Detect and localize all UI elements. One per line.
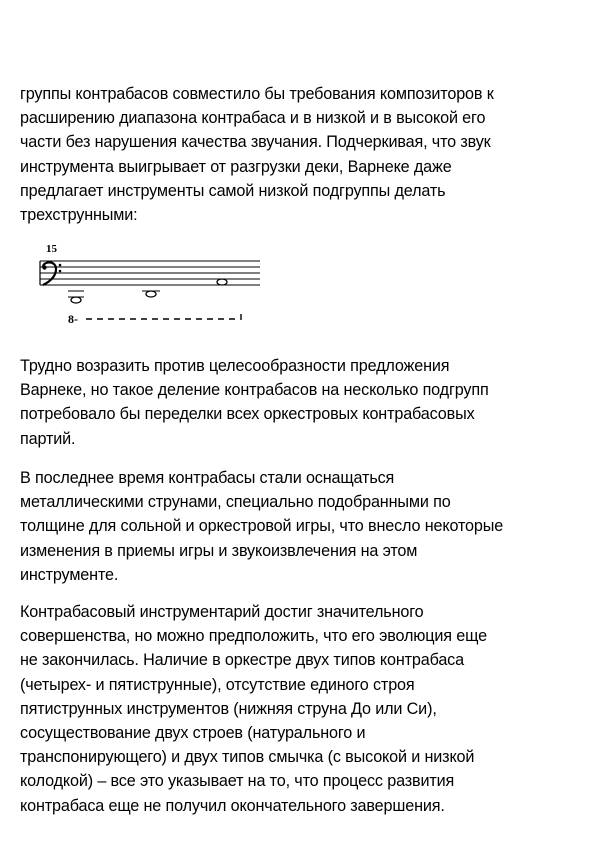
text-line: потребовало бы переделки всех оркестровых контрабасовых	[20, 405, 475, 424]
text-line: пятиструнных инструментов (нижняя струна До или Си),	[20, 699, 437, 718]
text-line: транспонирующего) и двух типов смычка (с высокой и низкой	[20, 748, 475, 767]
paragraph-2	[20, 354, 580, 451]
note-high	[217, 279, 227, 285]
text-line: совершенства, но можно предположить, что его эволюция еще	[20, 627, 487, 646]
text-line: изменения в приемы игры и звукоизвлечения на этом	[20, 541, 418, 560]
text-line: металлическими струнами, специально подобранными по	[20, 493, 451, 512]
text-line: толщине для сольной и оркестровой игры, что внесло некоторые	[20, 517, 504, 536]
text-line: части без нарушения качества звучания. Подчеркивая, что звук	[20, 133, 491, 152]
text-line: Варнеке, но такое деление контрабасов на несколько подгрупп	[20, 381, 489, 400]
text-line: расширению диапазона контрабаса и в низкой и в высокой его	[20, 109, 486, 128]
music-notation-example	[30, 240, 260, 330]
note-middle	[142, 291, 160, 297]
note-low	[68, 291, 84, 303]
text-line: трехструнными:	[20, 206, 138, 225]
paragraph-4	[20, 600, 580, 818]
paragraph-3	[20, 466, 580, 587]
text-line: Трудно возразить против целесообразности предложения	[20, 357, 450, 375]
bass-clef-icon	[42, 262, 61, 285]
text-line: предлагает инструменты самой низкой подгруппы делать	[20, 181, 446, 200]
text-line: инструменте.	[20, 565, 119, 584]
text-line: сосуществование двух строев (натурального и	[20, 724, 366, 743]
text-line: Контрабасовый инструментарий достиг значительного	[20, 603, 424, 621]
octave-mark: 8-	[68, 312, 78, 326]
example-number: 15	[46, 243, 57, 255]
text-line: колодкой) – все это указывает на то, что процесс развития	[20, 772, 455, 791]
text-line: партий.	[20, 429, 76, 448]
text-line: В последнее время контрабасы стали оснащаться	[20, 469, 395, 487]
text-line: инструмента выигрывает от разгрузки деки, Варнеке даже	[20, 157, 452, 176]
text-line: не закончилась. Наличие в оркестре двух типов контрабаса	[20, 651, 464, 670]
text-line: (четырех- и пятиструнные), отсутствие единого строя	[20, 675, 415, 694]
paragraph-1	[20, 82, 580, 227]
text-line: контрабаса еще не получил окончательного завершения.	[20, 796, 445, 815]
text-line: группы контрабасов совместило бы требования композиторов к	[20, 85, 494, 103]
